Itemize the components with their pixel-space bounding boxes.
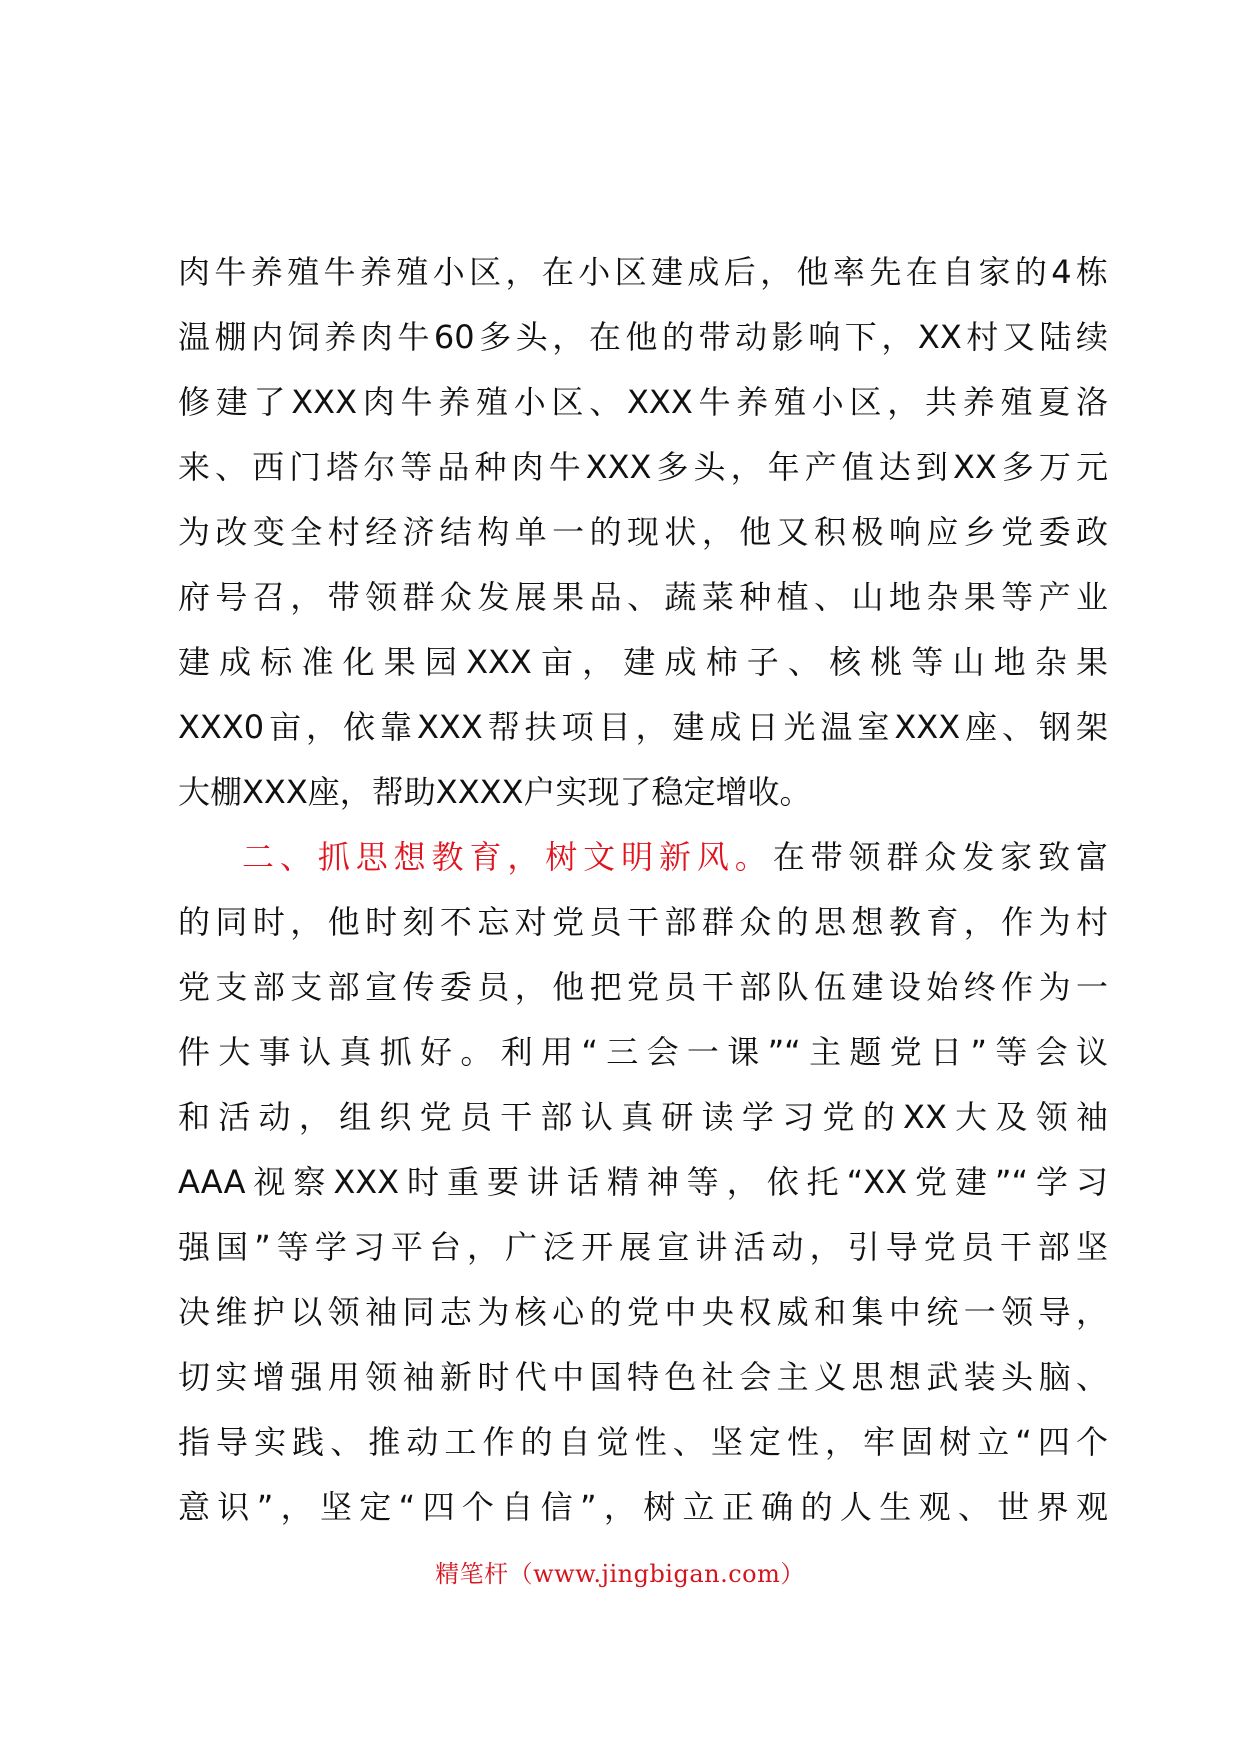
paragraph-1 (178, 240, 1108, 825)
text-line: 和活动，组织党员干部认真研读学习党的XX大及领袖 (178, 1098, 1108, 1136)
text-line: 的同时，他时刻不忘对党员干部群众的思想教育，作为村 (178, 903, 1108, 941)
footer-watermark: 精笔杆（www.jingbigan.com） (435, 1560, 805, 1588)
section-heading-line (178, 825, 1108, 890)
section-heading: 二、抓思想教育，树文明新风。 (242, 838, 773, 876)
section-text: 在带领群众发家致富 (772, 838, 1108, 876)
text-line: 切实增强用领袖新时代中国特色社会主义思想武装头脑、 (178, 1358, 1108, 1396)
text-line: 意识”，坚定“四个自信”，树立正确的人生观、世界观 (178, 1488, 1108, 1526)
text-line: 肉牛养殖牛养殖小区，在小区建成后，他率先在自家的4栋 (178, 253, 1108, 291)
text-line: 为改变全村经济结构单一的现状，他又积极响应乡党委政 (178, 513, 1108, 551)
text-line: XXX0亩，依靠XXX帮扶项目，建成日光温室XXX座、钢架 (178, 708, 1108, 746)
text-line: AAA视察XXX时重要讲话精神等，依托“XX党建”“学习 (178, 1163, 1108, 1201)
text-line: 府号召，带领群众发展果品、蔬菜种植、山地杂果等产业 (178, 578, 1108, 616)
text-line: 建成标准化果园XXX亩，建成柿子、核桃等山地杂果 (178, 643, 1108, 681)
text-line: 强国”等学习平台，广泛开展宣讲活动，引导党员干部坚 (178, 1228, 1108, 1266)
text-line: 大棚XXX座，帮助XXXX户实现了稳定增收。 (178, 773, 812, 811)
text-line: 指导实践、推动工作的自觉性、坚定性，牢固树立“四个 (178, 1423, 1108, 1461)
text-line: 党支部支部宣传委员，他把党员干部队伍建设始终作为一 (178, 968, 1108, 1006)
text-line: 件大事认真抓好。利用“三会一课”“主题党日”等会议 (178, 1033, 1108, 1071)
document-body (178, 240, 1108, 1540)
text-line: 来、西门塔尔等品种肉牛XXX多头，年产值达到XX多万元 (178, 448, 1108, 486)
text-line: 温棚内饲养肉牛60多头，在他的带动影响下，XX村又陆续 (178, 318, 1108, 356)
text-line: 决维护以领袖同志为核心的党中央权威和集中统一领导， (178, 1293, 1108, 1331)
paragraph-2 (178, 825, 1108, 1540)
text-line: 修建了XXX肉牛养殖小区、XXX牛养殖小区，共养殖夏洛 (178, 383, 1108, 421)
